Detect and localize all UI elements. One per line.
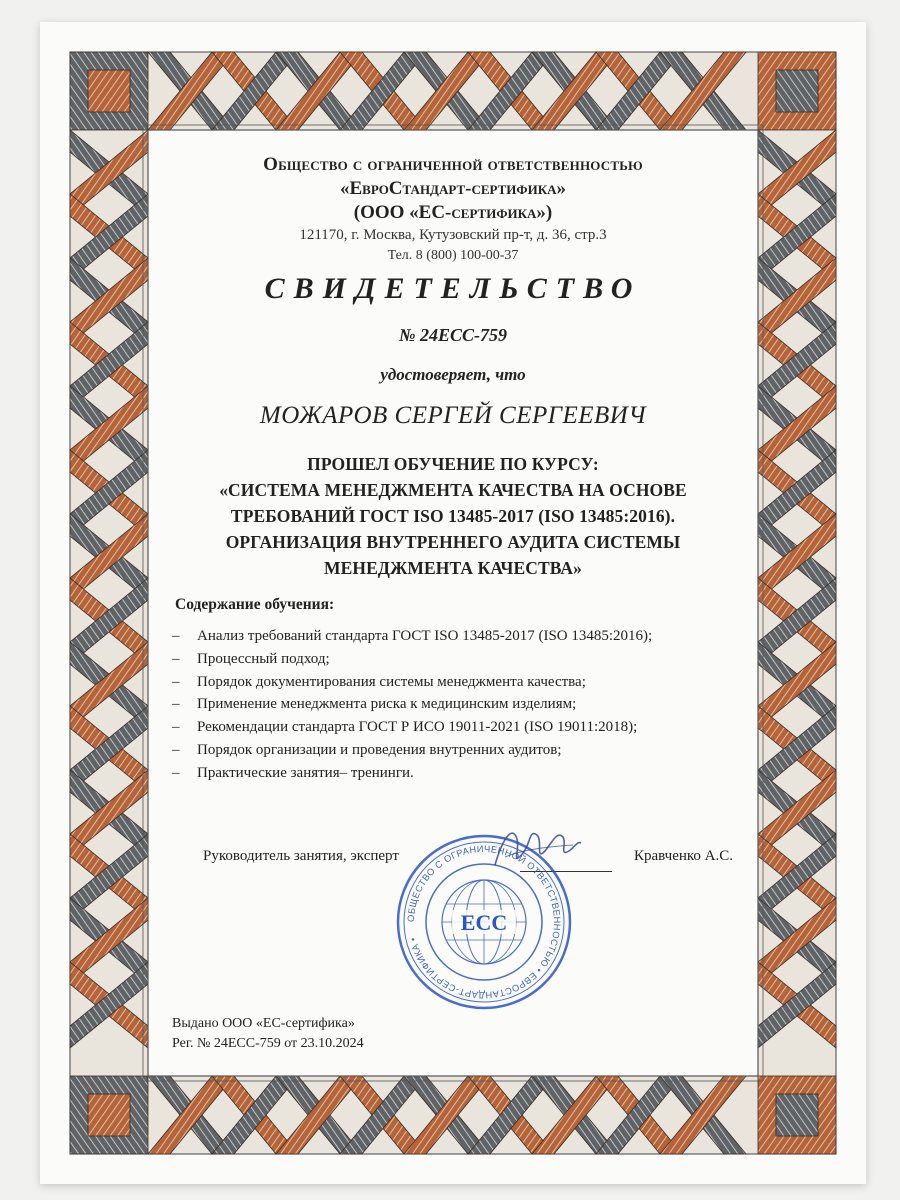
list-item: – Порядок организации и проведения внутренних аудитов; xyxy=(170,739,652,762)
handwritten-signature xyxy=(485,817,585,877)
list-item: – Практические занятия– тренинги. xyxy=(170,762,652,785)
course-line: ТРЕБОВАНИЙ ГОСТ ISO 13485-2017 (ISO 13485:2016). xyxy=(230,506,676,526)
organization-brand-name: «ЕвроСтандарт-сертифика» xyxy=(339,178,567,199)
signer-role: Руководитель занятия, эксперт xyxy=(203,848,399,864)
organization-short-name: (ООО «ЕС-сертифика») xyxy=(353,202,553,223)
list-item: – Процессный подход; xyxy=(170,648,652,671)
document-number: № 24ЕСС-759 xyxy=(399,325,507,345)
seal-center-text: ЕСС xyxy=(460,910,508,935)
content-list xyxy=(170,625,652,785)
course-line: МЕНЕДЖМЕНТА КАЧЕСТВА» xyxy=(324,558,582,578)
certifies-text: удостоверяет, что xyxy=(380,365,526,384)
organization-phone: Тел. 8 (800) 100-00-37 xyxy=(387,248,519,263)
seal-ring-text: ОБЩЕСТВО С ОГРАНИЧЕННОЙ ОТВЕТСТВЕННОСТЬЮ • ЕВРОСТАНДАРТ-СЕРТИФИКА • xyxy=(405,843,563,1001)
registration-number: Рег. № 24ЕСС-759 от 23.10.2024 xyxy=(172,1036,364,1051)
list-item: – Рекомендации стандарта ГОСТ Р ИСО 19011-2021 (ISO 19011:2018); xyxy=(170,716,652,739)
list-item: – Анализ требований стандарта ГОСТ ISO 13485-2017 (ISO 13485:2016); xyxy=(170,625,652,648)
document-title: СВИДЕТЕЛЬСТВО xyxy=(264,272,642,305)
list-item: – Порядок документирования системы менеджмента качества; xyxy=(170,671,652,694)
organization-full-name: Общество с ограниченной ответственностью xyxy=(263,154,643,175)
issued-by: Выдано ООО «ЕС-сертифика» xyxy=(172,1016,355,1031)
recipient-name: МОЖАРОВ СЕРГЕЙ СЕРГЕЕВИЧ xyxy=(259,402,647,429)
organization-address: 121170, г. Москва, Кутузовский пр-т, д. 36, стр.3 xyxy=(299,227,607,243)
course-line: ОРГАНИЗАЦИЯ ВНУТРЕННЕГО АУДИТА СИСТЕМЫ xyxy=(225,532,681,552)
course-line: «СИСТЕМА МЕНЕДЖМЕНТА КАЧЕСТВА НА ОСНОВЕ xyxy=(219,480,687,500)
content-heading: Содержание обучения: xyxy=(175,596,335,613)
list-item: – Применение менеджмента риска к медицинским изделиям; xyxy=(170,693,652,716)
course-line: ПРОШЕЛ ОБУЧЕНИЕ ПО КУРСУ: xyxy=(307,454,599,474)
signer-name: Кравченко А.С. xyxy=(634,848,734,864)
certificate-sheet xyxy=(40,22,866,1184)
